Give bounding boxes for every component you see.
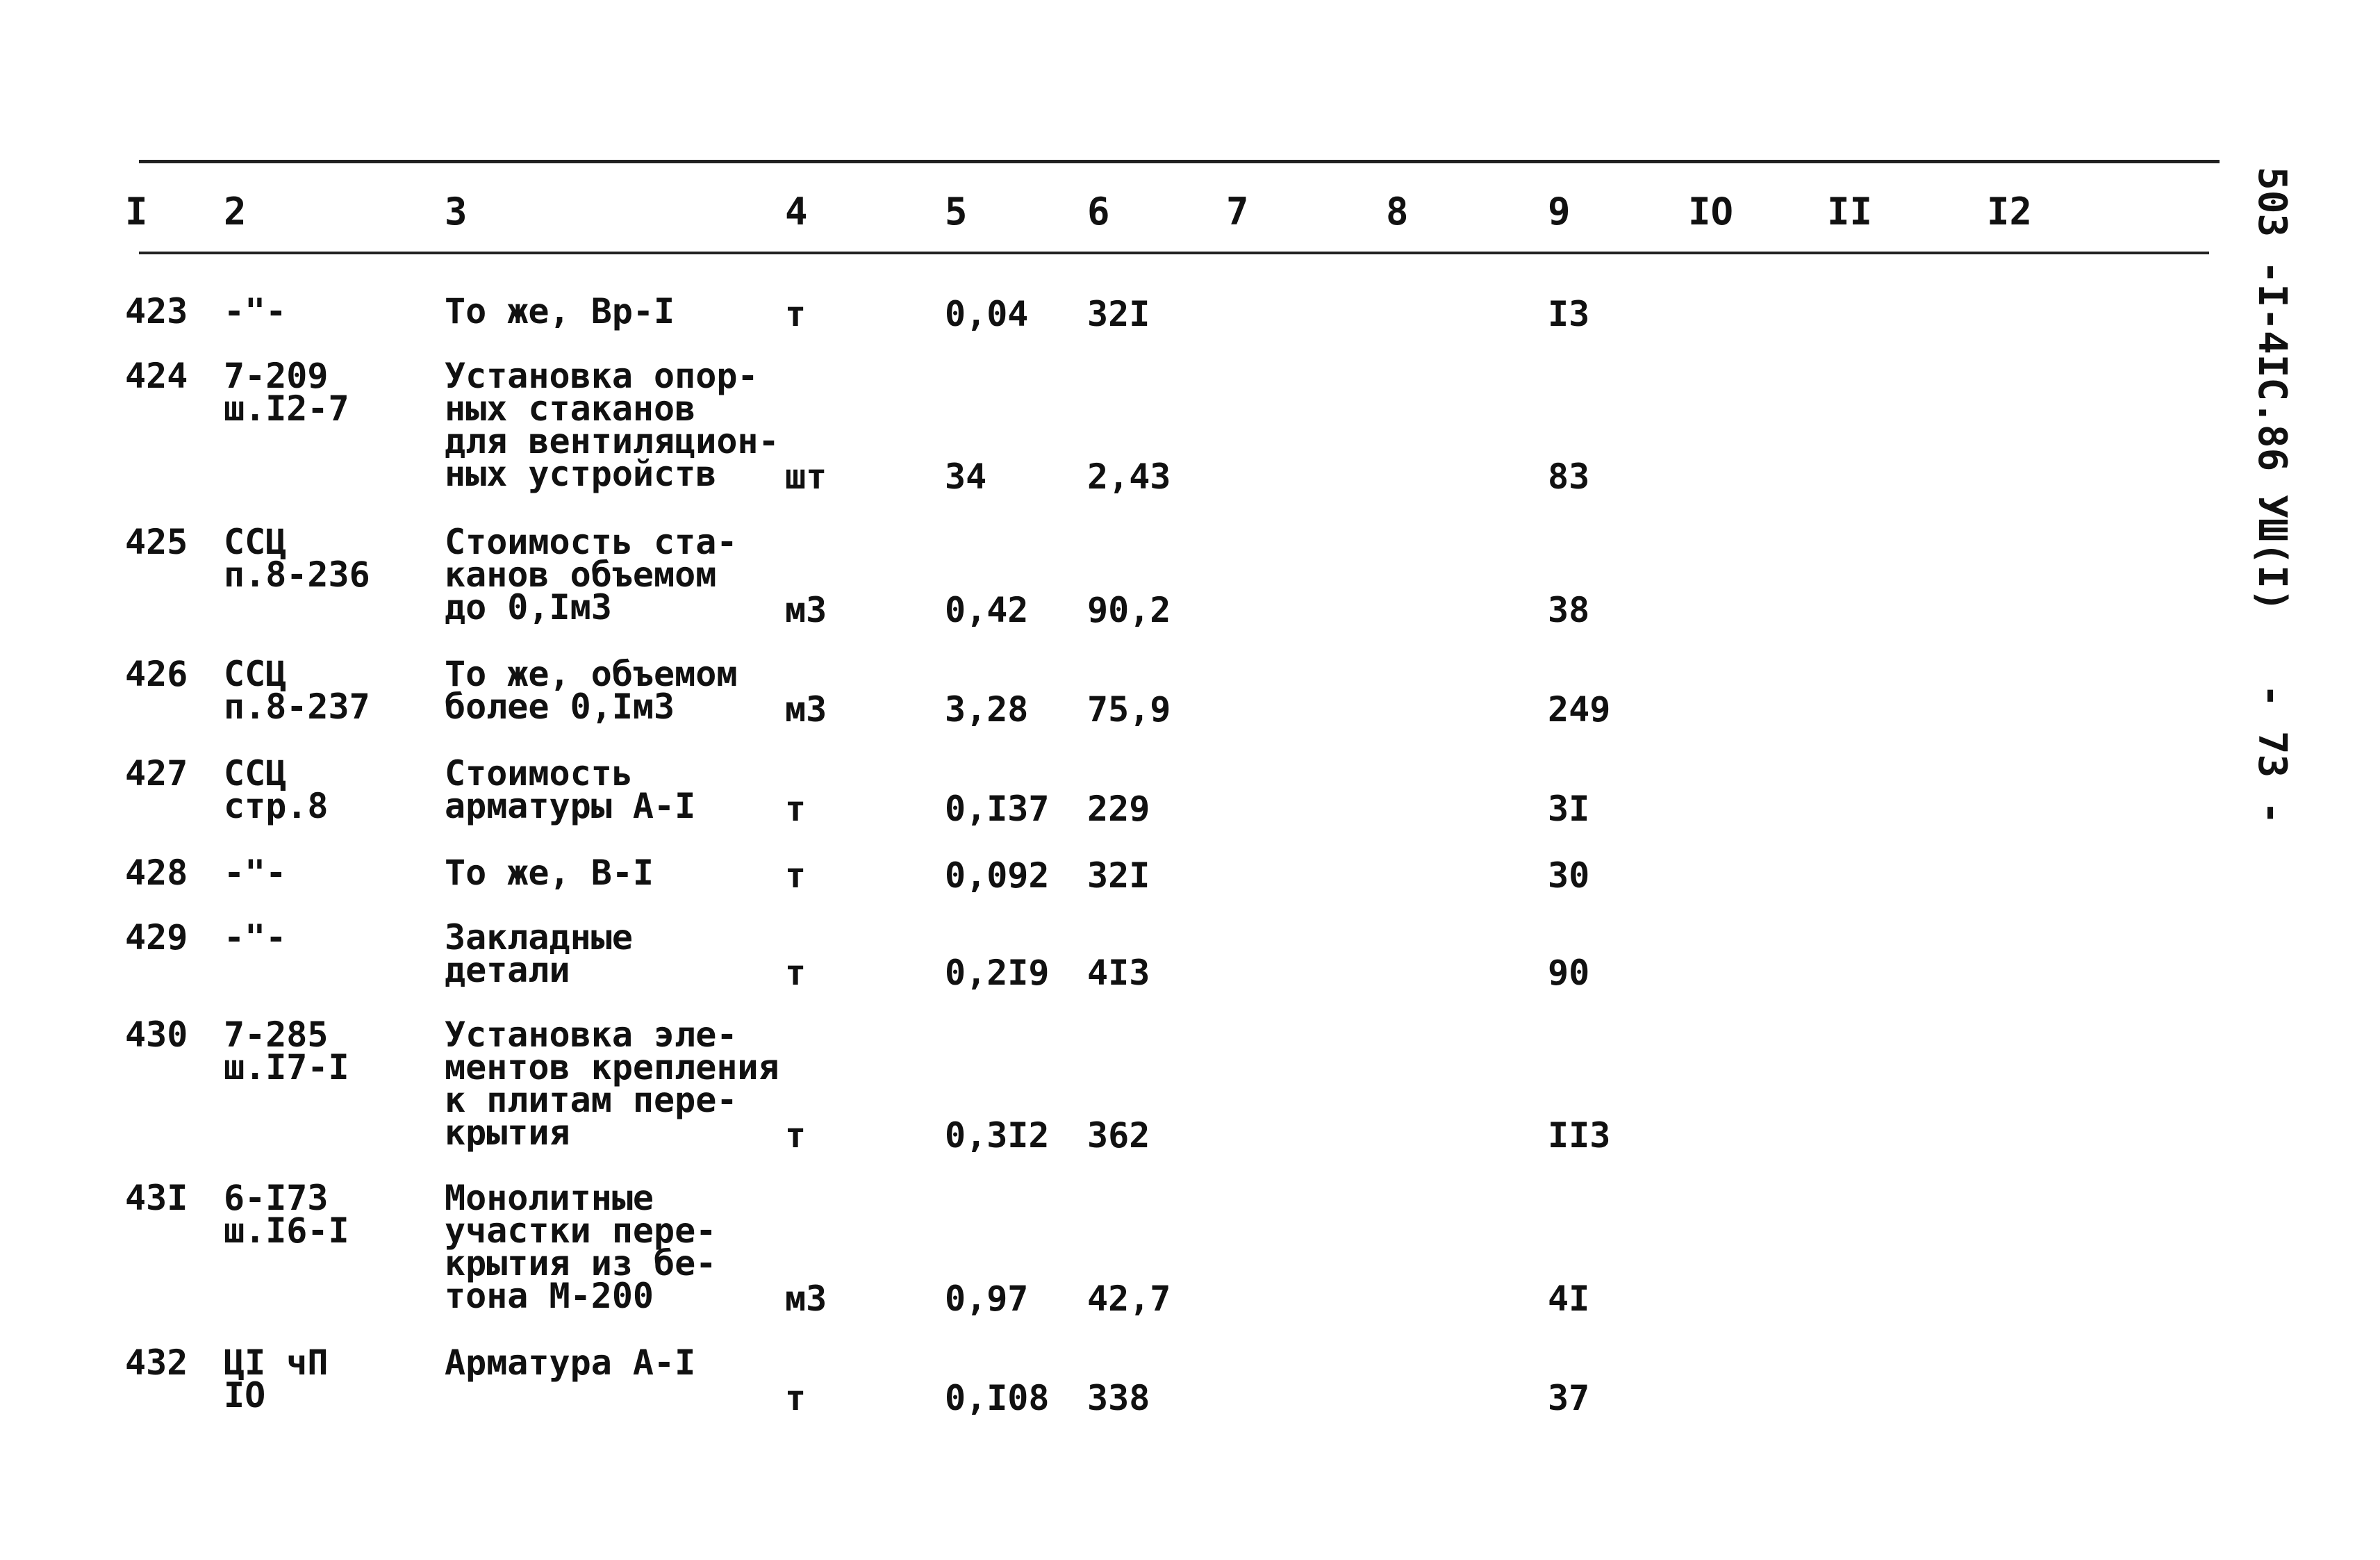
row-quantity: 0,2I9 bbox=[945, 953, 1050, 993]
row-number: 432 bbox=[125, 1343, 188, 1383]
row-description-line: к плитам пере- bbox=[445, 1080, 738, 1120]
row-description-line: Закладные bbox=[445, 917, 633, 958]
row-code bbox=[224, 291, 287, 331]
row-description bbox=[445, 1178, 717, 1316]
row-number: 43I bbox=[125, 1178, 188, 1218]
row-description bbox=[445, 753, 696, 826]
row-number: 425 bbox=[125, 522, 188, 562]
row-description bbox=[445, 1343, 696, 1383]
row-description-line: ных стаканов bbox=[445, 388, 696, 429]
row-total: 4I bbox=[1548, 1279, 1590, 1319]
row-number: 424 bbox=[125, 356, 188, 396]
row-code-line: 6-I73 bbox=[224, 1178, 329, 1218]
row-unit-price: 42,7 bbox=[1087, 1279, 1171, 1319]
page-number: - 73 - bbox=[2249, 684, 2295, 825]
row-description-line: детали bbox=[445, 950, 570, 990]
row-unit-price: 32I bbox=[1087, 855, 1150, 896]
row-code bbox=[224, 1015, 349, 1087]
row-unit: т bbox=[785, 1115, 807, 1156]
row-code-line: 7-285 bbox=[224, 1015, 329, 1055]
row-description bbox=[445, 917, 633, 990]
row-total: 37 bbox=[1548, 1378, 1590, 1418]
row-code-line: IO bbox=[224, 1375, 266, 1415]
row-unit-price: 4I3 bbox=[1087, 953, 1150, 993]
row-description-line: Арматура А-I bbox=[445, 1343, 696, 1383]
row-number: 423 bbox=[125, 291, 188, 331]
header-col-8: 8 bbox=[1386, 190, 1409, 233]
row-code-line: ССЦ bbox=[224, 753, 287, 794]
row-unit: т bbox=[785, 855, 807, 896]
row-description-line: Стоимость ста- bbox=[445, 522, 738, 562]
header-col-3: 3 bbox=[445, 190, 468, 233]
row-description-line: Стоимость bbox=[445, 753, 633, 794]
row-unit: т bbox=[785, 953, 807, 993]
row-code-line: стр.8 bbox=[224, 786, 329, 826]
row-description bbox=[445, 1015, 779, 1153]
row-quantity: 0,092 bbox=[945, 855, 1050, 896]
header-col-6: 6 bbox=[1087, 190, 1110, 233]
row-code-line: -"- bbox=[224, 291, 287, 331]
row-unit-price: 90,2 bbox=[1087, 590, 1171, 630]
row-description-line: более 0,Iм3 bbox=[445, 687, 675, 727]
row-total: I3 bbox=[1548, 294, 1590, 334]
row-unit: м3 bbox=[785, 590, 827, 630]
row-code-line: ССЦ bbox=[224, 654, 287, 694]
header-col-9: 9 bbox=[1548, 190, 1571, 233]
header-col-10: IO bbox=[1688, 190, 1734, 233]
row-description-line: крытия из бе- bbox=[445, 1243, 717, 1283]
row-code bbox=[224, 853, 287, 893]
row-description-line: до 0,Iм3 bbox=[445, 587, 612, 627]
row-quantity: 0,97 bbox=[945, 1279, 1029, 1319]
row-description-line: То же, В-I bbox=[445, 853, 654, 893]
row-description-line: для вентиляцион- bbox=[445, 421, 779, 461]
row-description-line: Установка опор- bbox=[445, 356, 759, 396]
row-unit-price: 75,9 bbox=[1087, 689, 1171, 730]
row-description bbox=[445, 853, 654, 893]
row-unit-price: 229 bbox=[1087, 789, 1150, 829]
row-description-line: участки пере- bbox=[445, 1210, 717, 1251]
row-total: 90 bbox=[1548, 953, 1590, 993]
row-unit: т bbox=[785, 1378, 807, 1418]
document-code: 503 -I-4IC.86 УШ(I) bbox=[2249, 167, 2295, 612]
row-code bbox=[224, 753, 329, 826]
header-col-2: 2 bbox=[224, 190, 247, 233]
row-unit: т bbox=[785, 294, 807, 334]
row-code-line: ш.I6-I bbox=[224, 1210, 349, 1251]
row-quantity: 34 bbox=[945, 457, 987, 497]
row-description bbox=[445, 291, 675, 331]
row-code bbox=[224, 1178, 349, 1251]
side-label bbox=[2249, 167, 2295, 873]
row-unit: м3 bbox=[785, 1279, 827, 1319]
header-col-4: 4 bbox=[785, 190, 808, 233]
header-col-12: I2 bbox=[1987, 190, 2033, 233]
row-code bbox=[224, 522, 370, 595]
row-code-line: 7-209 bbox=[224, 356, 329, 396]
row-total: 30 bbox=[1548, 855, 1590, 896]
header-col-7: 7 bbox=[1226, 190, 1249, 233]
row-code-line: -"- bbox=[224, 853, 287, 893]
row-number: 428 bbox=[125, 853, 188, 893]
row-unit-price: 2,43 bbox=[1087, 457, 1171, 497]
row-quantity: 0,I08 bbox=[945, 1378, 1050, 1418]
row-code bbox=[224, 1343, 329, 1415]
header-col-1: I bbox=[125, 190, 148, 233]
row-description-line: тона М-200 bbox=[445, 1276, 654, 1316]
row-description bbox=[445, 522, 738, 627]
row-description-line: канов объемом bbox=[445, 555, 717, 595]
row-code bbox=[224, 917, 287, 958]
row-quantity: 0,04 bbox=[945, 294, 1029, 334]
row-unit: шт bbox=[785, 457, 827, 497]
row-code-line: ш.I2-7 bbox=[224, 388, 349, 429]
row-description-line: Монолитные bbox=[445, 1178, 654, 1218]
row-description-line: Установка эле- bbox=[445, 1015, 738, 1055]
row-total: 3I bbox=[1548, 789, 1590, 829]
header-col-11: II bbox=[1827, 190, 1873, 233]
row-quantity: 0,3I2 bbox=[945, 1115, 1050, 1156]
row-quantity: 0,I37 bbox=[945, 789, 1050, 829]
table-top-rule bbox=[139, 160, 2220, 163]
row-unit: м3 bbox=[785, 689, 827, 730]
row-code bbox=[224, 356, 349, 429]
row-code-line: п.8-236 bbox=[224, 555, 370, 595]
row-total: 38 bbox=[1548, 590, 1590, 630]
row-description-line: ных устройств bbox=[445, 454, 717, 494]
row-unit-price: 32I bbox=[1087, 294, 1150, 334]
row-total: 249 bbox=[1548, 689, 1611, 730]
row-total: 83 bbox=[1548, 457, 1590, 497]
row-code-line: ЦI чП bbox=[224, 1343, 329, 1383]
row-description-line: ментов крепления bbox=[445, 1047, 779, 1087]
row-unit-price: 338 bbox=[1087, 1378, 1150, 1418]
row-total: II3 bbox=[1548, 1115, 1611, 1156]
header-col-5: 5 bbox=[945, 190, 968, 233]
row-unit: т bbox=[785, 789, 807, 829]
row-quantity: 0,42 bbox=[945, 590, 1029, 630]
row-unit-price: 362 bbox=[1087, 1115, 1150, 1156]
row-description-line: То же, Вр-I bbox=[445, 291, 675, 331]
table-header-rule bbox=[139, 252, 2209, 254]
row-description bbox=[445, 654, 738, 727]
row-description-line: арматуры А-I bbox=[445, 786, 696, 826]
row-code-line: п.8-237 bbox=[224, 687, 370, 727]
row-description-line: крытия bbox=[445, 1112, 570, 1153]
row-number: 426 bbox=[125, 654, 188, 694]
row-number: 427 bbox=[125, 753, 188, 794]
row-description bbox=[445, 356, 779, 494]
row-code-line: -"- bbox=[224, 917, 287, 958]
row-code-line: ш.I7-I bbox=[224, 1047, 349, 1087]
row-number: 430 bbox=[125, 1015, 188, 1055]
row-description-line: То же, объемом bbox=[445, 654, 738, 694]
row-number: 429 bbox=[125, 917, 188, 958]
row-quantity: 3,28 bbox=[945, 689, 1029, 730]
row-code bbox=[224, 654, 370, 727]
row-code-line: ССЦ bbox=[224, 522, 287, 562]
